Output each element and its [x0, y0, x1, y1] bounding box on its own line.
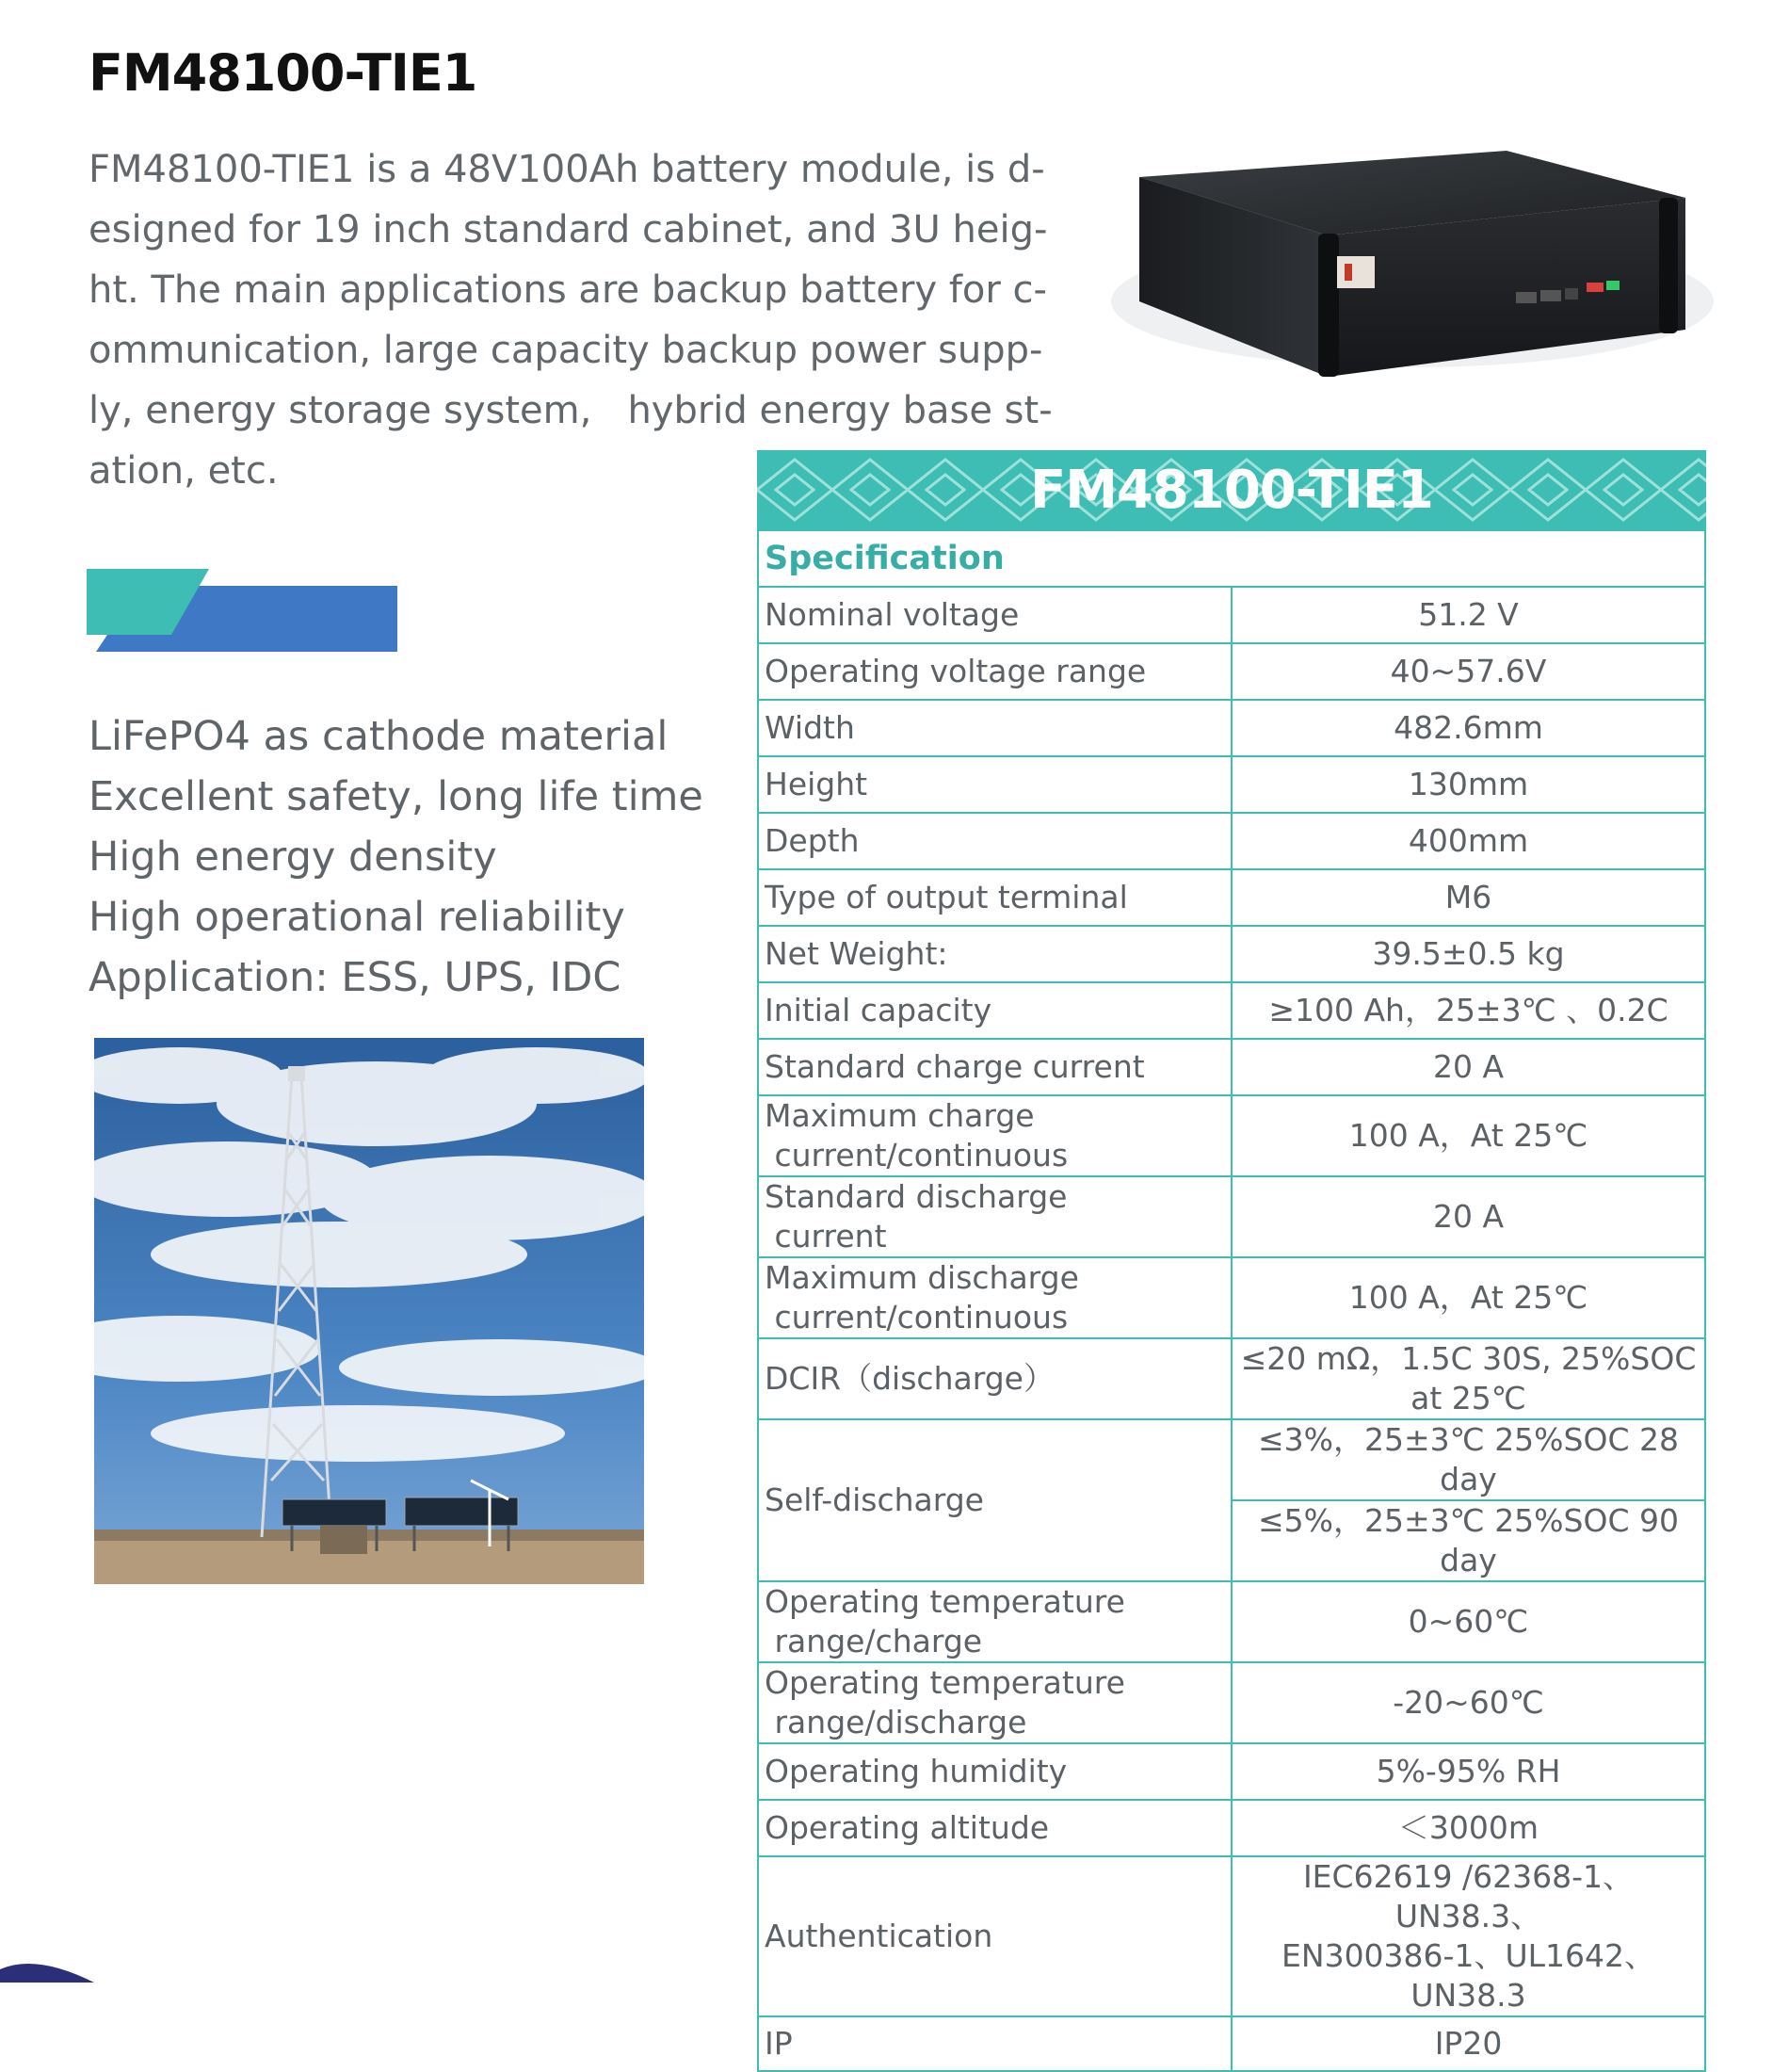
- spec-label: Nominal voltage: [758, 587, 1232, 643]
- spec-label: Operating temperature range/discharge: [758, 1662, 1232, 1743]
- spec-value: 100 A，At 25℃: [1232, 1257, 1705, 1338]
- spec-label: Authentication: [758, 1856, 1232, 2016]
- spec-label: Standard discharge current: [758, 1176, 1232, 1257]
- spec-label: Net Weight:: [758, 926, 1232, 982]
- intro-line: ht. The main applications are backup battery for c-: [89, 268, 1047, 312]
- spec-row: [758, 1095, 1705, 1176]
- spec-label: Operating altitude: [758, 1800, 1232, 1856]
- spec-value: 0~60℃: [1232, 1581, 1705, 1662]
- spec-label: Maximum charge current/continuous: [758, 1095, 1232, 1176]
- spec-row: [758, 869, 1705, 926]
- spec-label: DCIR（discharge）: [758, 1338, 1232, 1419]
- feature-item: Excellent safety, long life time: [89, 773, 703, 820]
- intro-paragraph: [89, 139, 1115, 501]
- spec-label: Depth: [758, 813, 1232, 869]
- spec-row: [758, 1257, 1705, 1338]
- spec-row: [758, 587, 1705, 643]
- spec-value: 400mm: [1232, 813, 1705, 869]
- spec-row: [758, 813, 1705, 869]
- spec-row: [758, 756, 1705, 813]
- spec-label: Self-discharge: [758, 1419, 1232, 1581]
- spec-label: Operating humidity: [758, 1743, 1232, 1800]
- spec-value: ≤20 mΩ，1.5C 30S, 25%SOC at 25℃: [1232, 1338, 1705, 1419]
- intro-line: ation, etc.: [89, 449, 279, 493]
- spec-row: [758, 643, 1705, 700]
- spec-label: Width: [758, 700, 1232, 756]
- spec-row: [758, 926, 1705, 982]
- spec-row: [758, 2016, 1705, 2071]
- spec-row: [758, 1419, 1705, 1500]
- spec-section-row: [758, 530, 1705, 587]
- intro-line: ommunication, large capacity backup power supp-: [89, 329, 1043, 372]
- page-title: FM48100-TIE1: [89, 43, 477, 103]
- spec-row: [758, 982, 1705, 1039]
- spec-row: [758, 1338, 1705, 1419]
- feature-item: LiFePO4 as cathode material: [89, 713, 669, 760]
- spec-row: [758, 1176, 1705, 1257]
- spec-row: [758, 1662, 1705, 1743]
- spec-label: Operating temperature range/charge: [758, 1581, 1232, 1662]
- battery-module-photo: [1111, 141, 1714, 414]
- spec-value: -20~60℃: [1232, 1662, 1705, 1743]
- spec-table-header: [757, 450, 1706, 529]
- intro-line: ly, energy storage system, hybrid energy base st-: [89, 389, 1053, 432]
- spec-value: 39.5±0.5 kg: [1232, 926, 1705, 982]
- spec-value: M6: [1232, 869, 1705, 926]
- spec-row: [758, 700, 1705, 756]
- spec-value: 20 A: [1232, 1176, 1705, 1257]
- feature-list: [89, 706, 703, 1008]
- spec-table: [757, 450, 1706, 2072]
- spec-value-line: IEC62619 /62368-1、UN38.3、: [1302, 1858, 1635, 1934]
- spec-value: ≤3%，25±3℃ 25%SOC 28 day: [1232, 1419, 1705, 1500]
- spec-header-title: FM48100-TIE1: [1029, 460, 1434, 521]
- spec-section-title: Specification: [758, 530, 1705, 587]
- spec-row: [758, 1856, 1705, 2016]
- spec-label: IP: [758, 2016, 1232, 2071]
- spec-row: [758, 1039, 1705, 1095]
- spec-value: 5%-95% RH: [1232, 1743, 1705, 1800]
- spec-value: 20 A: [1232, 1039, 1705, 1095]
- spec-value-line: EN300386-1、UL1642、UN38.3: [1281, 1937, 1655, 2014]
- spec-value: ≤5%，25±3℃ 25%SOC 90 day: [1232, 1500, 1705, 1581]
- spec-value: IP20: [1232, 2016, 1705, 2071]
- spec-row: [758, 1743, 1705, 1800]
- telecom-site-photo: [94, 1038, 644, 1584]
- feature-item: High energy density: [89, 834, 497, 881]
- spec-label: Initial capacity: [758, 982, 1232, 1039]
- spec-value: 130mm: [1232, 756, 1705, 813]
- intro-line: esigned for 19 inch standard cabinet, and 3U heig-: [89, 208, 1048, 251]
- spec-value: 40~57.6V: [1232, 643, 1705, 700]
- spec-label: Operating voltage range: [758, 643, 1232, 700]
- spec-row: [758, 1581, 1705, 1662]
- spec-value: 51.2 V: [1232, 587, 1705, 643]
- spec-label: Height: [758, 756, 1232, 813]
- spec-value: ＜3000m: [1232, 1800, 1705, 1856]
- spec-label: Type of output terminal: [758, 869, 1232, 926]
- spec-value: ≥100 Ah，25±3℃ 、0.2C: [1232, 982, 1705, 1039]
- intro-line: FM48100-TIE1 is a 48V100Ah battery module, is d-: [89, 148, 1045, 191]
- feature-item: Application: ESS, UPS, IDC: [89, 954, 621, 1001]
- feature-item: High operational reliability: [89, 894, 625, 941]
- spec-row: [758, 1800, 1705, 1856]
- spec-grid: [757, 529, 1706, 2072]
- decorative-banner: [87, 567, 397, 652]
- spec-value: 482.6mm: [1232, 700, 1705, 756]
- spec-value: [1232, 1856, 1705, 2016]
- spec-label: Standard charge current: [758, 1039, 1232, 1095]
- spec-label: Maximum discharge current/continuous: [758, 1257, 1232, 1338]
- corner-decoration: [0, 1926, 94, 1983]
- spec-value: 100 A，At 25℃: [1232, 1095, 1705, 1176]
